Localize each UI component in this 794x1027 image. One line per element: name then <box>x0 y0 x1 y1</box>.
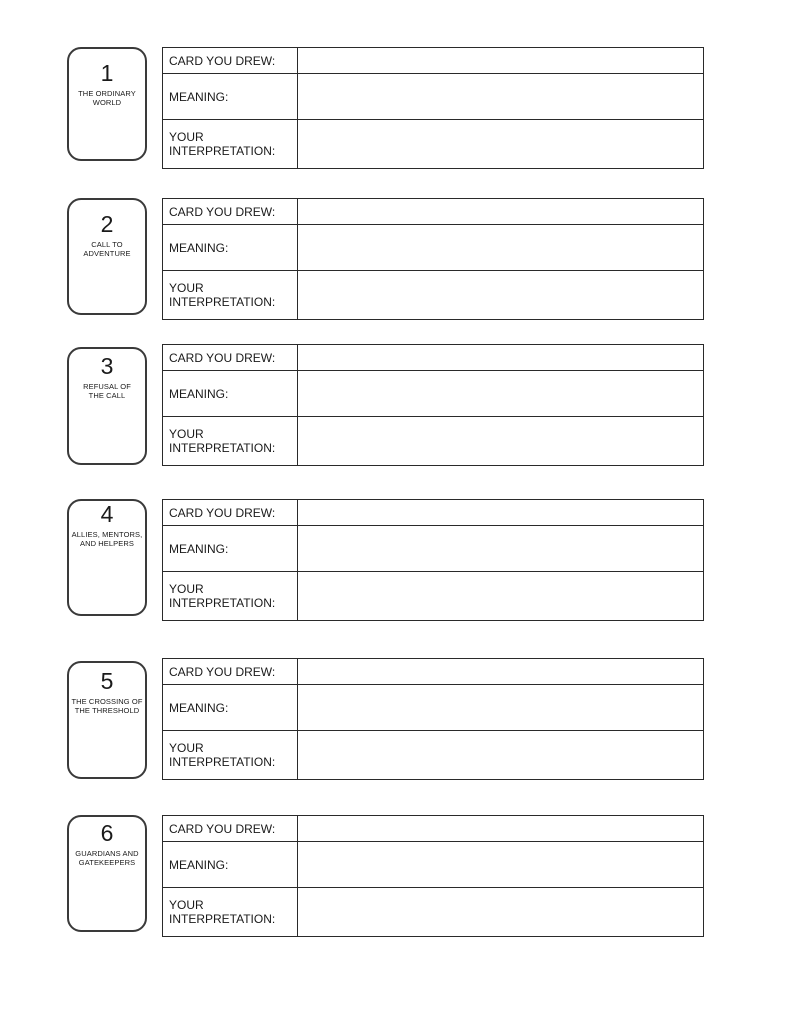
card-drew-row <box>163 816 703 842</box>
card-drew-row <box>163 199 703 225</box>
stage-card <box>67 198 147 315</box>
card-drew-label: CARD YOU DREW: <box>163 48 298 73</box>
meaning-field[interactable] <box>298 842 703 887</box>
meaning-row <box>163 225 703 271</box>
card-drew-row <box>163 500 703 526</box>
meaning-field[interactable] <box>298 74 703 119</box>
card-drew-field[interactable] <box>298 345 703 370</box>
stage-number: 4 <box>100 501 114 527</box>
stage-title: CALL TO ADVENTURE <box>83 240 131 258</box>
card-drew-row <box>163 659 703 685</box>
interpretation-label: YOUR INTERPRETATION: <box>163 888 298 936</box>
interpretation-field[interactable] <box>298 572 703 620</box>
card-drew-field[interactable] <box>298 48 703 73</box>
stage-number: 1 <box>100 60 114 86</box>
meaning-label: MEANING: <box>163 685 298 730</box>
meaning-field[interactable] <box>298 526 703 571</box>
interpretation-label: YOUR INTERPRETATION: <box>163 271 298 319</box>
stage-number: 3 <box>100 353 114 379</box>
interpretation-row <box>163 888 703 936</box>
stage-title: GUARDIANS AND GATEKEEPERS <box>75 849 139 867</box>
card-drew-field[interactable] <box>298 816 703 841</box>
reading-table <box>162 344 704 466</box>
card-drew-field[interactable] <box>298 500 703 525</box>
card-drew-label: CARD YOU DREW: <box>163 659 298 684</box>
interpretation-row <box>163 731 703 779</box>
stage-card <box>67 347 147 465</box>
stage-title: REFUSAL OF THE CALL <box>83 382 131 400</box>
interpretation-label: YOUR INTERPRETATION: <box>163 120 298 168</box>
meaning-row <box>163 842 703 888</box>
meaning-row <box>163 526 703 572</box>
reading-table <box>162 815 704 937</box>
card-drew-field[interactable] <box>298 199 703 224</box>
meaning-label: MEANING: <box>163 526 298 571</box>
interpretation-row <box>163 120 703 168</box>
stage-card <box>67 661 147 779</box>
card-drew-label: CARD YOU DREW: <box>163 199 298 224</box>
stage-number: 2 <box>100 211 114 237</box>
card-drew-row <box>163 345 703 371</box>
meaning-field[interactable] <box>298 371 703 416</box>
interpretation-label: YOUR INTERPRETATION: <box>163 731 298 779</box>
reading-table <box>162 658 704 780</box>
interpretation-row <box>163 417 703 465</box>
stage-title: THE CROSSING OF THE THRESHOLD <box>71 697 143 715</box>
interpretation-field[interactable] <box>298 731 703 779</box>
interpretation-field[interactable] <box>298 417 703 465</box>
card-drew-row <box>163 48 703 74</box>
meaning-row <box>163 74 703 120</box>
stage-title: ALLIES, MENTORS, AND HELPERS <box>71 530 143 548</box>
stage-card <box>67 499 147 616</box>
interpretation-field[interactable] <box>298 888 703 936</box>
meaning-row <box>163 685 703 731</box>
card-drew-label: CARD YOU DREW: <box>163 816 298 841</box>
reading-table <box>162 47 704 169</box>
meaning-label: MEANING: <box>163 74 298 119</box>
meaning-field[interactable] <box>298 685 703 730</box>
card-drew-field[interactable] <box>298 659 703 684</box>
meaning-label: MEANING: <box>163 225 298 270</box>
interpretation-field[interactable] <box>298 120 703 168</box>
interpretation-label: YOUR INTERPRETATION: <box>163 572 298 620</box>
interpretation-row <box>163 572 703 620</box>
stage-card <box>67 815 147 932</box>
stage-title: THE ORDINARY WORLD <box>78 89 136 107</box>
meaning-label: MEANING: <box>163 842 298 887</box>
stage-number: 6 <box>100 820 114 846</box>
reading-table <box>162 198 704 320</box>
interpretation-label: YOUR INTERPRETATION: <box>163 417 298 465</box>
interpretation-field[interactable] <box>298 271 703 319</box>
reading-table <box>162 499 704 621</box>
stage-number: 5 <box>100 668 114 694</box>
meaning-field[interactable] <box>298 225 703 270</box>
stage-card <box>67 47 147 161</box>
meaning-row <box>163 371 703 417</box>
card-drew-label: CARD YOU DREW: <box>163 345 298 370</box>
card-drew-label: CARD YOU DREW: <box>163 500 298 525</box>
meaning-label: MEANING: <box>163 371 298 416</box>
interpretation-row <box>163 271 703 319</box>
